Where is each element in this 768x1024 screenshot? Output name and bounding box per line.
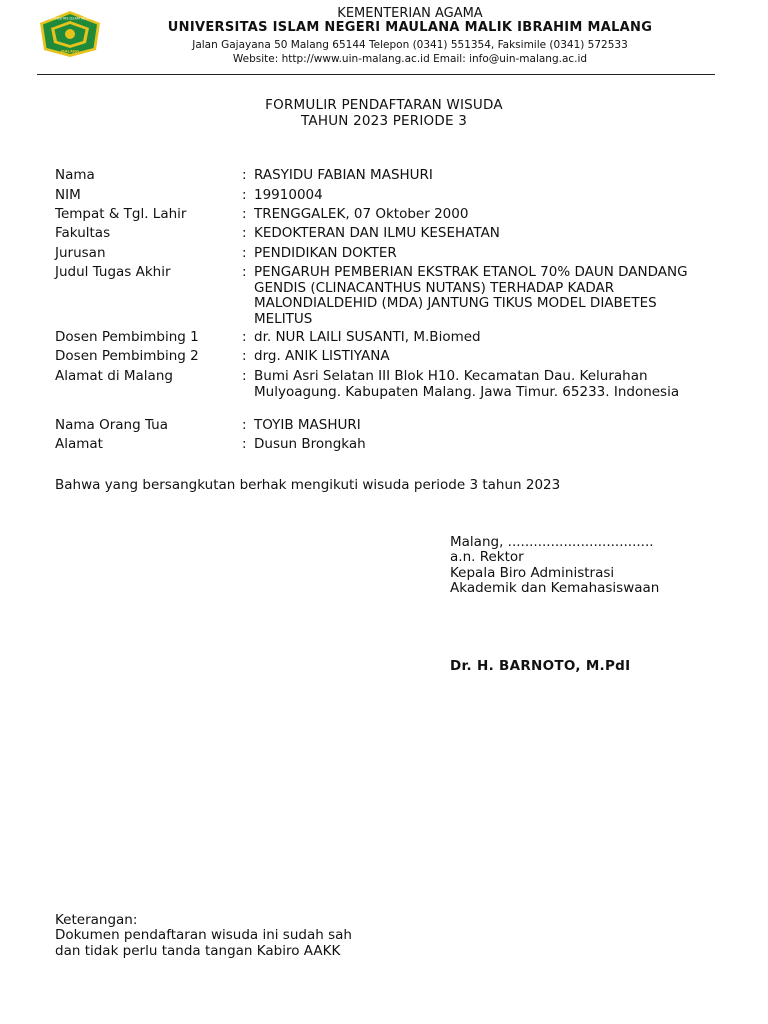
field-label: Jurusan — [55, 245, 106, 261]
field-value: TRENGGALEK, 07 Oktober 2000 — [254, 206, 469, 222]
university-address: Jalan Gajayana 50 Malang 65144 Telepon (0341) 551354, Faksimile (0341) 572533 — [192, 39, 628, 51]
field-value: drg. ANIK LISTIYANA — [254, 348, 390, 364]
field-row-nim — [55, 188, 704, 204]
field-row-nama — [55, 168, 704, 184]
field-row-pembimbing-1 — [55, 330, 704, 346]
field-value: TOYIB MASHURI — [254, 417, 361, 433]
university-logo — [37, 10, 103, 58]
field-row-jurusan — [55, 246, 704, 262]
field-colon: : — [242, 245, 247, 261]
signer-name: Dr. H. BARNOTO, M.PdI — [450, 658, 631, 674]
letterhead-divider — [37, 74, 715, 75]
field-colon: : — [242, 417, 247, 433]
field-row-birth — [55, 207, 704, 223]
note-line-2: dan tidak perlu tanda tangan Kabiro AAKK — [55, 943, 341, 959]
field-value: 19910004 — [254, 187, 323, 203]
field-label: Alamat — [55, 436, 103, 452]
field-row-alamat — [55, 437, 704, 453]
ministry-name: KEMENTERIAN AGAMA — [337, 6, 483, 21]
field-colon: : — [242, 329, 247, 345]
signature-on-behalf: a.n. Rektor — [450, 549, 524, 565]
form-subtitle: TAHUN 2023 PERIODE 3 — [301, 113, 467, 129]
logo-bottom-text: MALANG — [60, 48, 80, 54]
signature-position-line1: Kepala Biro Administrasi — [450, 565, 615, 581]
field-label: Tempat & Tgl. Lahir — [55, 206, 187, 222]
logo-top-text: UNIVERSITAS ISLAM NEGERI — [46, 16, 94, 21]
eligibility-statement: Bahwa yang bersangkutan berhak mengikuti wisuda periode 3 tahun 2023 — [55, 477, 561, 493]
field-colon: : — [242, 368, 247, 384]
field-label: Alamat di Malang — [55, 368, 173, 384]
field-label: NIM — [55, 187, 81, 203]
field-colon: : — [242, 167, 247, 183]
field-value: PENGARUH PEMBERIAN EKSTRAK ETANOL 70% DAUN DANDANG GENDIS (CLINACANTHUS NUTANS) TERHADAP KADAR MALONDIALDEHID (MDA) JANTUNG TIKUS MODEL DIABETES MELITUS — [254, 264, 688, 327]
university-name: UNIVERSITAS ISLAM NEGERI MAULANA MALIK IBRAHIM MALANG — [167, 20, 653, 35]
field-colon: : — [242, 436, 247, 452]
form-title: FORMULIR PENDAFTARAN WISUDA — [265, 97, 503, 113]
field-label: Dosen Pembimbing 2 — [55, 348, 199, 364]
field-value: Bumi Asri Selatan III Blok H10. Kecamatan Dau. Kelurahan Mulyoagung. Kabupaten Malang. Jawa Timur. 65233. Indonesia — [254, 368, 680, 400]
field-label: Dosen Pembimbing 1 — [55, 329, 199, 345]
field-row-orang-tua — [55, 418, 704, 434]
note-heading: Keterangan: — [55, 912, 138, 928]
signature-place-date: Malang, .................................. — [450, 534, 654, 550]
field-row-alamat-malang — [55, 369, 704, 400]
field-colon: : — [242, 187, 247, 203]
field-label: Nama Orang Tua — [55, 417, 168, 433]
field-colon: : — [242, 225, 247, 241]
field-colon: : — [242, 206, 247, 222]
field-value: PENDIDIKAN DOKTER — [254, 245, 397, 261]
field-label: Judul Tugas Akhir — [55, 264, 171, 280]
university-contact: Website: http://www.uin-malang.ac.id Email: info@uin-malang.ac.id — [232, 53, 588, 65]
field-colon: : — [242, 348, 247, 364]
field-value: Dusun Brongkah — [254, 436, 366, 452]
note-line-1: Dokumen pendaftaran wisuda ini sudah sah — [55, 927, 352, 943]
field-row-fakultas — [55, 226, 704, 242]
field-colon: : — [242, 264, 247, 280]
field-value: dr. NUR LAILI SUSANTI, M.Biomed — [254, 329, 481, 345]
field-value: KEDOKTERAN DAN ILMU KESEHATAN — [254, 225, 500, 241]
field-label: Fakultas — [55, 225, 111, 241]
field-label: Nama — [55, 167, 95, 183]
signature-position-line2: Akademik dan Kemahasiswaan — [450, 580, 660, 596]
field-value: RASYIDU FABIAN MASHURI — [254, 167, 433, 183]
field-row-judul — [55, 265, 704, 327]
field-row-pembimbing-2 — [55, 349, 704, 365]
